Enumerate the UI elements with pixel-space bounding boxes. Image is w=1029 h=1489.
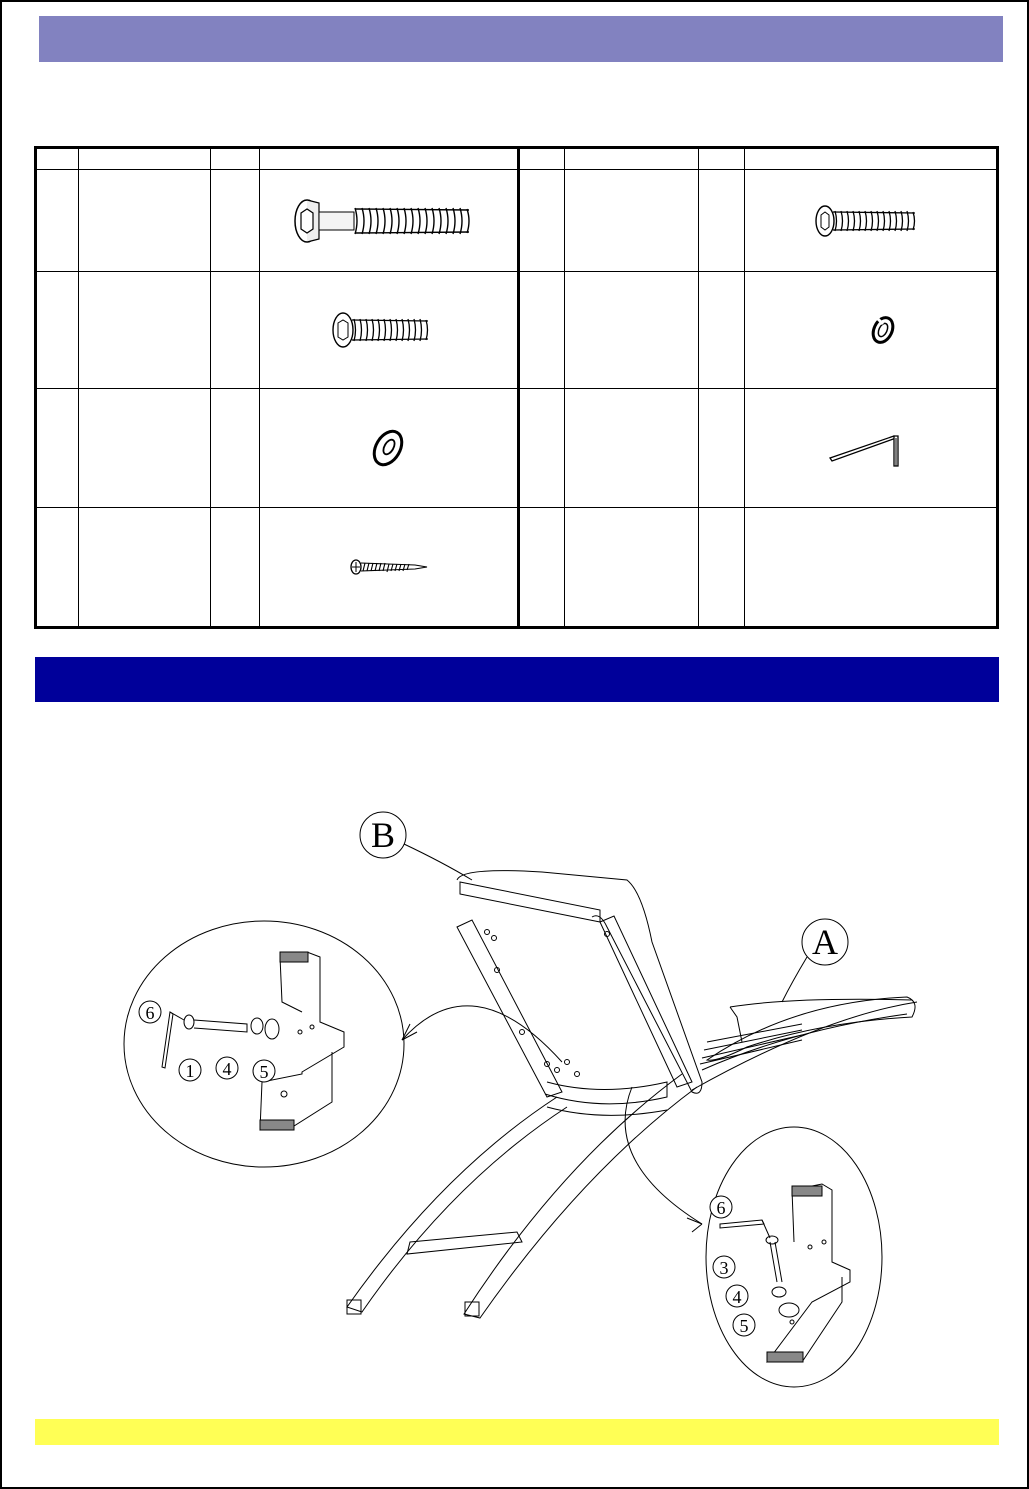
detail-left-label: 5 — [259, 1062, 269, 1082]
header-bar — [39, 16, 1003, 62]
part-image — [745, 170, 998, 272]
column-header — [565, 148, 699, 170]
allen-key-icon — [826, 428, 916, 468]
part-name — [565, 389, 699, 508]
part-qty — [699, 170, 745, 272]
part-image — [745, 508, 998, 628]
part-number — [519, 170, 565, 272]
part-number — [519, 389, 565, 508]
detail-right-label: 3 — [719, 1258, 729, 1278]
part-image — [745, 272, 998, 389]
part-image — [260, 389, 519, 508]
detail-left-label: 4 — [222, 1059, 232, 1079]
part-name — [79, 170, 211, 272]
medium-hex-bolt-icon — [329, 305, 449, 355]
table-row — [36, 389, 998, 508]
flat-washer-icon — [364, 423, 414, 473]
part-qty — [699, 389, 745, 508]
part-name — [565, 508, 699, 628]
part-number — [36, 272, 79, 389]
column-header — [211, 148, 260, 170]
part-name — [79, 389, 211, 508]
part-number — [519, 508, 565, 628]
split-lock-washer-icon — [863, 310, 903, 350]
parts-table — [34, 146, 999, 629]
phillips-screw-icon — [349, 555, 429, 579]
part-qty — [699, 508, 745, 628]
long-hex-bolt-icon — [289, 191, 489, 251]
column-header — [699, 148, 745, 170]
part-number — [36, 170, 79, 272]
assembly-diagram — [2, 702, 1027, 1412]
part-number — [36, 508, 79, 628]
part-qty — [699, 272, 745, 389]
step-title-bar — [35, 657, 999, 702]
table-header-row — [36, 148, 998, 170]
column-header — [260, 148, 519, 170]
detail-right-label: 6 — [716, 1198, 726, 1218]
table-row — [36, 272, 998, 389]
detail-bubble-right — [625, 1087, 882, 1387]
column-header — [745, 148, 998, 170]
table-row — [36, 508, 998, 628]
part-number — [519, 272, 565, 389]
part-name — [565, 272, 699, 389]
note-bar — [35, 1419, 999, 1445]
column-header — [79, 148, 211, 170]
detail-left-label: 6 — [145, 1003, 155, 1023]
detail-bubble-left — [124, 921, 562, 1167]
part-image — [260, 508, 519, 628]
detail-left-label: 1 — [185, 1061, 195, 1081]
hex-bolt-icon — [811, 199, 931, 243]
table-row — [36, 170, 998, 272]
chair-legs — [347, 1002, 917, 1318]
part-name — [565, 170, 699, 272]
part-b-callout — [360, 812, 472, 880]
backrest-part-b — [457, 871, 702, 1116]
part-number — [36, 389, 79, 508]
column-header — [36, 148, 79, 170]
part-qty — [211, 170, 260, 272]
part-qty — [211, 389, 260, 508]
column-header — [519, 148, 565, 170]
detail-right-label: 4 — [732, 1287, 742, 1307]
part-name — [79, 508, 211, 628]
detail-right-label: 5 — [739, 1316, 749, 1336]
part-b-label: B — [370, 815, 396, 855]
part-name — [79, 272, 211, 389]
part-a-label: A — [812, 922, 838, 962]
part-image — [260, 170, 519, 272]
part-qty — [211, 508, 260, 628]
part-image — [745, 389, 998, 508]
part-qty — [211, 272, 260, 389]
part-a-callout — [782, 919, 848, 1002]
part-image — [260, 272, 519, 389]
